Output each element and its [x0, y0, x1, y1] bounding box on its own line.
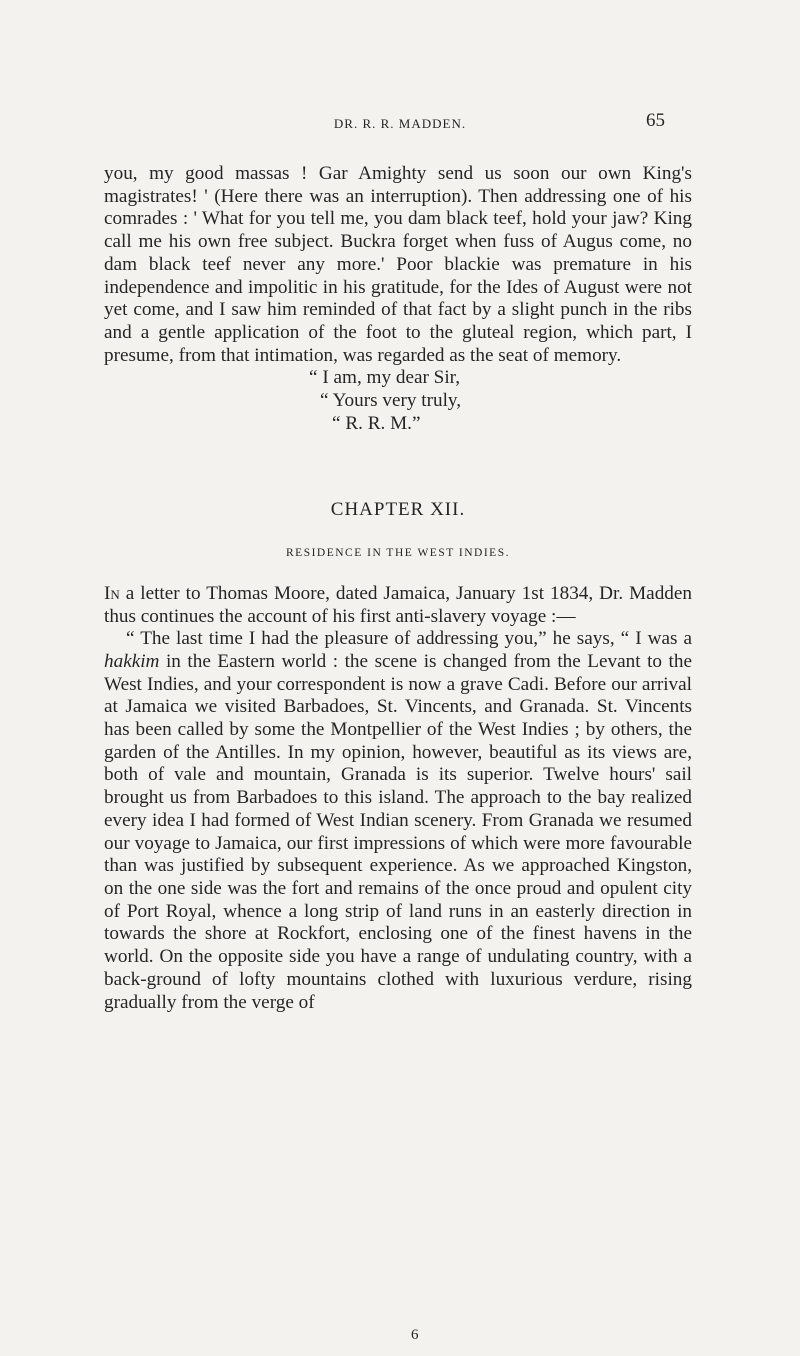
quote-text-continued: in the Eastern world : the scene is changed from the Levant to the West Indies, and your correspondent is now a grave Cadi. Before our arrival at Jamaica we visited Barbadoes, St. Vincents, and Granada. St. Vincents has been called by some the Montpellier of the West Indies ; by others, the garden of the Antilles. In my opinion, however, beautiful as its views are, both of vale and mountain, Granada is its superior. Twelve hours' sail brought us from Barbadoes to this island. The approach to the bay realized every idea I had formed of West Indian scenery. From Granada we resumed our voyage to Jamaica, our first impressions of which were more favourable than was justified by subsequent experience. As we approached Kingston, on the one side was the fort and remains of the once proud and opulent city of Port Royal, whence a long strip of land runs in an easterly direction in towards the shore at Rockfort, enclosing one of the finest havens in the world. On the opposite side you have a range of undulating country, with a back-ground of lofty mountains clothed with luxurious verdure, rising gradually from the verge of — [104, 650, 692, 1013]
chapter-subtitle: RESIDENCE IN THE WEST INDIES. — [286, 547, 510, 560]
body-text — [104, 163, 692, 1014]
closing-line: “ Yours very truly, — [320, 390, 462, 412]
chapter-first-word: In — [104, 582, 120, 604]
chapter-opening-paragraph — [104, 583, 692, 628]
italic-term: hakkim — [104, 650, 160, 672]
letter-closing — [104, 367, 692, 435]
chapter-title: CHAPTER XII. — [330, 499, 466, 521]
page-number: 65 — [646, 110, 665, 131]
closing-signature: “ R. R. M.” — [332, 412, 421, 434]
opening-text: a letter to Thomas Moore, dated Jamaica, January 1st 1834, Dr. Madden thus continues the account of his first anti-slavery voyage :— — [104, 582, 692, 627]
closing-line: “ I am, my dear Sir, — [309, 367, 461, 389]
quote-text: “ The last time I had the pleasure of addressing you,” he says, “ I was a — [126, 628, 692, 650]
letter-paragraph: you, my good massas ! Gar Amighty send us soon our own King's magistrates! ' (Here there was an interruption). Then addressing one of his comrades : ' What for you tell me, you dam black teef, hold your jaw? King call me his own free subject. Buckra forget when fuss of Augus come, no dam black teef never any more.' Poor blackie was premature in his independence and impolitic in his gratitude, for the Ides of August were not yet come, and I saw him reminded of that fact by a slight punch in the ribs and a gentle application of the foot to the gluteal region, which part, I presume, from that intimation, was regarded as the seat of memory. — [104, 163, 692, 366]
quoted-letter-paragraph — [104, 628, 692, 1014]
printer-signature-mark: 6 — [411, 1327, 419, 1343]
running-head: DR. R. R. MADDEN. — [333, 116, 467, 131]
